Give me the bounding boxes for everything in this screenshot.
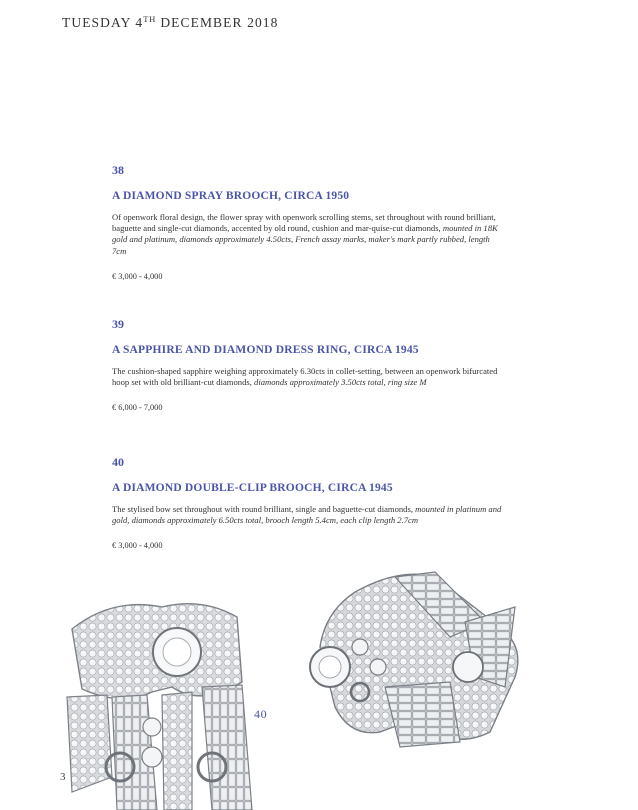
lot-title: A DIAMOND DOUBLE-CLIP BROOCH, CIRCA 1945 bbox=[112, 482, 393, 494]
sale-date-header bbox=[62, 14, 279, 31]
lot-description-details: mounted in 18K gold and platinum, diamonds approximately 4.50cts, French assay marks, maker's mark partly rubbed, length 7cm bbox=[112, 223, 498, 256]
lot-38 bbox=[112, 163, 502, 281]
lot-number: 40 bbox=[112, 455, 124, 469]
lot-number: 38 bbox=[112, 163, 124, 177]
header-date-rest: DECEMBER 2018 bbox=[160, 15, 279, 30]
lot-description bbox=[112, 504, 502, 526]
lot-title: A DIAMOND SPRAY BROOCH, CIRCA 1950 bbox=[112, 190, 350, 202]
lot-title: A SAPPHIRE AND DIAMOND DRESS RING, CIRCA 1945 bbox=[112, 344, 419, 356]
lot-40 bbox=[112, 455, 502, 550]
lot-description bbox=[112, 212, 502, 257]
lot-description-details: mounted in platinum and gold, diamonds approximately 6.50cts total, brooch length 5.4cm, each clip length 2.7cm bbox=[112, 504, 502, 526]
page-number: 3 bbox=[60, 771, 66, 783]
lot-description-text: The cushion-shaped sapphire weighing approximately 6.30cts in collet-setting, between an openwork bifurcated hoop set with old brilliant-cut diamonds, bbox=[112, 366, 498, 388]
lot-description-text: Of openwork floral design, the flower spray with openwork scrolling stems, set throughout with round brilliant, baguette and single-cut diamonds, accented by old round, cushion and mar-quise-cut diamonds, bbox=[112, 212, 496, 234]
image-caption: 40 bbox=[254, 707, 268, 721]
lot-description-text: The stylised bow set throughout with round brilliant, single and baguette-cut diamonds, bbox=[112, 504, 413, 514]
lot-number: 39 bbox=[112, 317, 124, 331]
lot-estimate: € 3,000 - 4,000 bbox=[112, 541, 163, 551]
lot-description bbox=[112, 366, 502, 388]
lot-estimate: € 3,000 - 4,000 bbox=[112, 271, 163, 281]
left-clip-brooch-image bbox=[52, 577, 272, 810]
right-clip-brooch-image bbox=[300, 567, 530, 757]
header-date-prefix: TUESDAY 4 bbox=[62, 15, 144, 30]
header-date-ordinal: TH bbox=[143, 14, 156, 24]
lot-description-details: diamonds approximately 3.50cts total, ring size M bbox=[254, 377, 427, 388]
lot-39 bbox=[112, 317, 502, 412]
lot-estimate: € 6,000 - 7,000 bbox=[112, 403, 163, 413]
